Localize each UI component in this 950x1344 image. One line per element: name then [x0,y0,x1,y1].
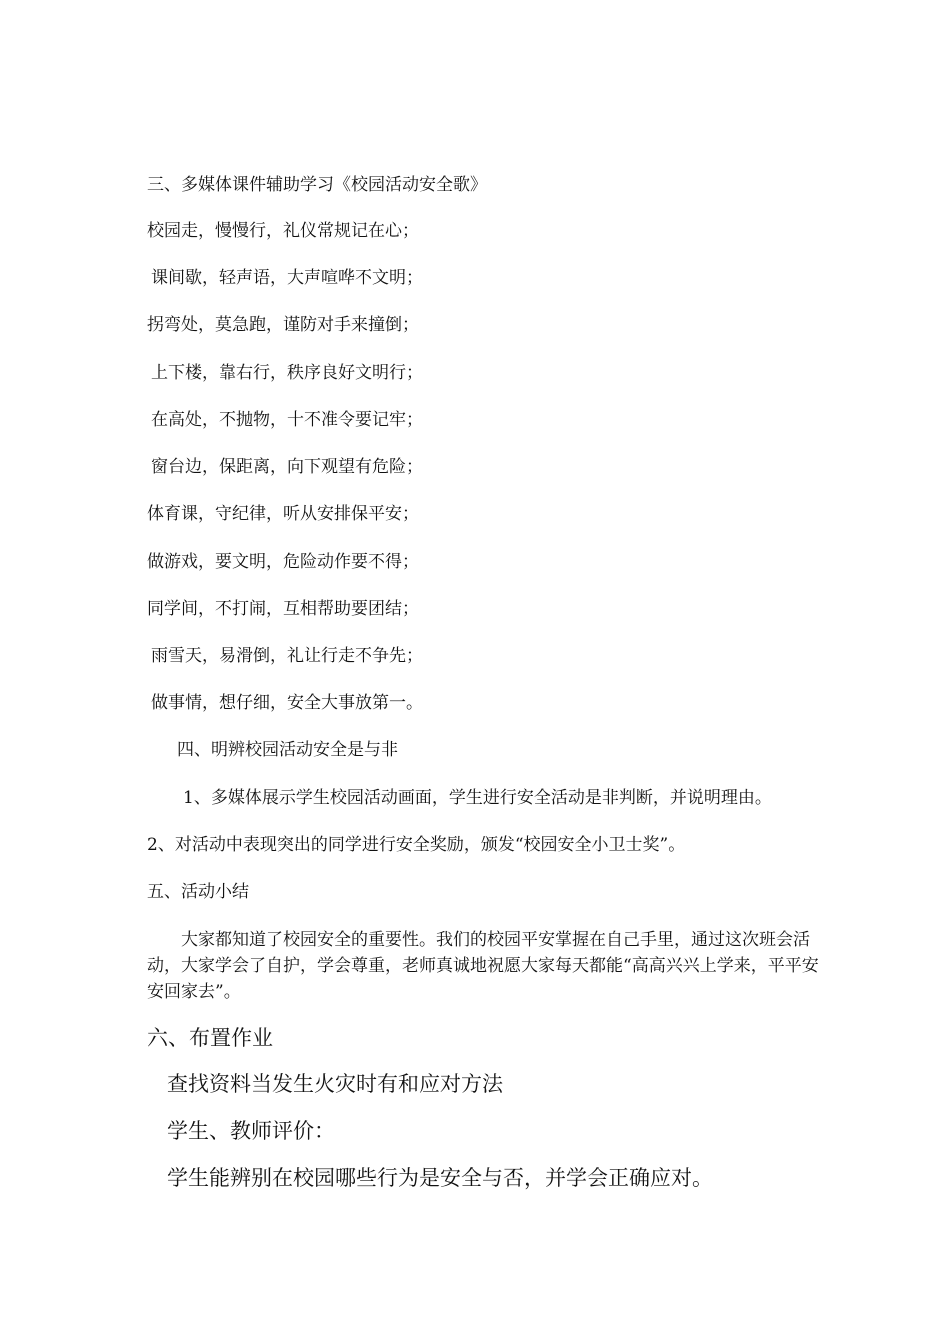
evaluation-text: 学生能辨别在校园哪些行为是安全与否，并学会正确应对。 [167,1166,713,1190]
section6-heading: 六、布置作业 [147,1026,273,1050]
section5-paragraph: 大家都知道了校园安全的重要性。我们的校园平安掌握在自己手里，通过这次班会活动，大家学会了自护，学会尊重，老师真诚地祝愿大家每天都能“高高兴兴上学来，平平安安回家去”。 [147,930,819,1002]
song-line-4: 上下楼，靠右行，秩序良好文明行； [151,363,423,383]
song-line-5: 在高处，不抛物，十不准令要记牢； [151,410,423,430]
song-line-10: 雨雪天，易滑倒，礼让行走不争先； [151,646,423,666]
song-line-6: 窗台边，保距离，向下观望有危险； [151,457,423,477]
section3-heading: 三、多媒体课件辅助学习《校园活动安全歌》 [147,175,487,195]
homework-text: 查找资料当发生火灾时有和应对方法 [167,1072,503,1096]
song-line-11: 做事情，想仔细，安全大事放第一。 [151,693,423,713]
section4-heading: 四、明辨校园活动安全是与非 [177,740,398,760]
section4-item-1: 1、多媒体展示学生校园活动画面，学生进行安全活动是非判断，并说明理由。 [183,788,772,808]
song-line-2: 课间歇，轻声语，大声喧哗不文明； [151,268,423,288]
song-line-9: 同学间，不打闹，互相帮助要团结； [147,599,419,619]
evaluation-label: 学生、教师评价： [167,1119,335,1143]
section5-heading: 五、活动小结 [147,882,249,902]
song-line-1: 校园走，慢慢行，礼仪常规记在心； [147,221,419,241]
song-line-3: 拐弯处，莫急跑，谨防对手来撞倒； [147,315,419,335]
section4-item-2: 2、对活动中表现突出的同学进行安全奖励，颁发“校园安全小卫士奖”。 [147,835,686,855]
song-line-7: 体育课，守纪律，听从安排保平安； [147,504,419,524]
song-line-8: 做游戏，要文明，危险动作要不得； [147,552,419,572]
